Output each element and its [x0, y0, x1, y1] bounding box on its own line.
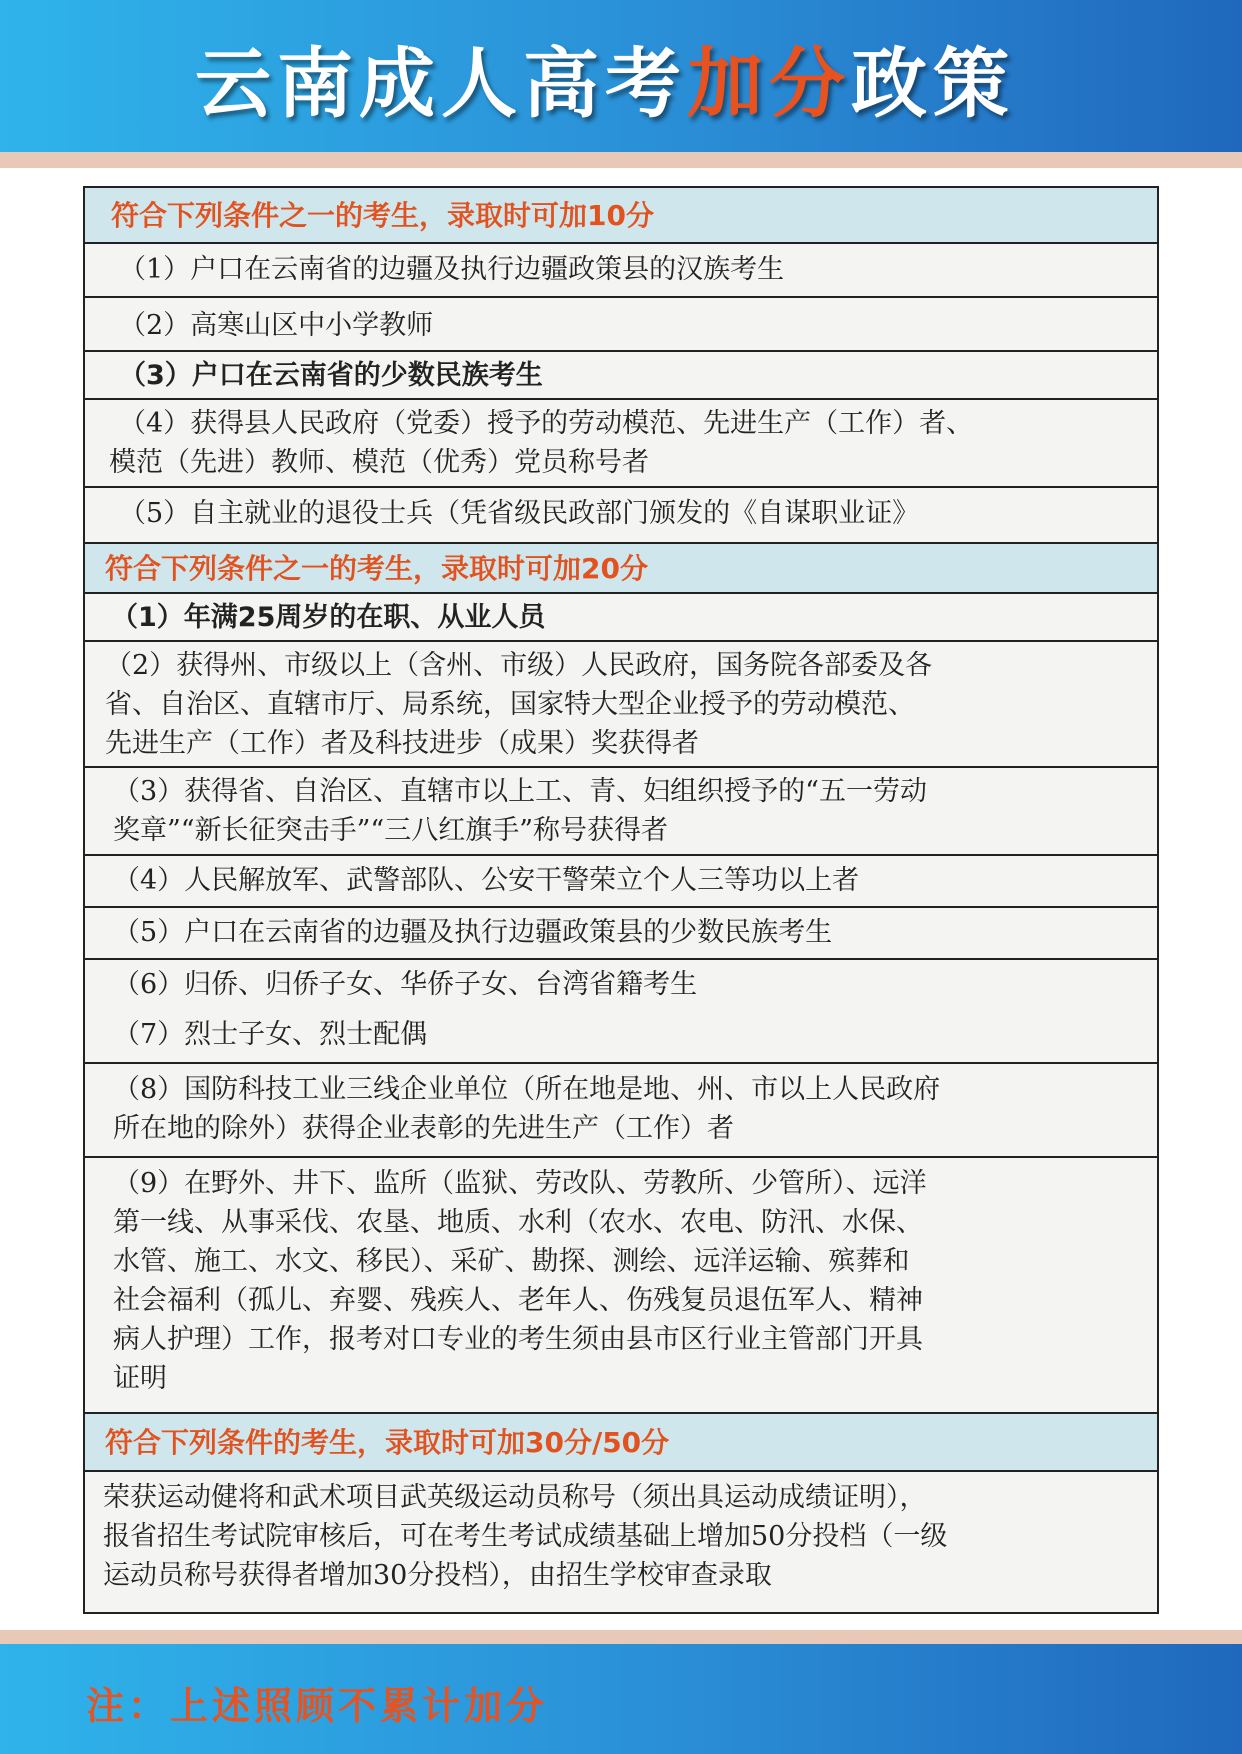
table-row	[85, 352, 1157, 400]
row-text: （2）获得州、市级以上（含州、市级）人民政府，国务院各部委及各 省、自治区、直辖市厅、局系统，国家特大型企业授予的劳动模范、 先进生产（工作）者及科技进步（成果）奖获得者	[105, 650, 933, 759]
page-title	[0, 34, 1210, 134]
row-text: （5）自主就业的退役士兵（凭省级民政部门颁发的《自谋职业证》	[119, 498, 920, 529]
row-text: （5）户口在云南省的边疆及执行边疆政策县的少数民族考生	[113, 917, 833, 948]
table-row	[85, 298, 1157, 352]
section-20-heading	[85, 544, 1157, 594]
row-text: （1）户口在云南省的边疆及执行边疆政策县的汉族考生	[119, 254, 785, 285]
table-row	[85, 856, 1157, 908]
title-part2: 政策	[851, 39, 1015, 128]
table-row	[85, 1158, 1157, 1414]
policy-table	[83, 186, 1159, 1614]
header-stripe	[0, 152, 1242, 168]
table-row	[85, 960, 1157, 1012]
table-row	[85, 244, 1157, 298]
section-30-heading	[85, 1414, 1157, 1472]
title-part1: 云南成人高考	[195, 39, 687, 128]
footer-stripe	[0, 1630, 1242, 1644]
table-row	[85, 400, 1157, 488]
row-text: （4）人民解放军、武警部队、公安干警荣立个人三等功以上者	[113, 865, 860, 896]
title-highlight: 加分	[687, 39, 851, 128]
row-text: （3）获得省、自治区、直辖市以上工、青、妇组织授予的“五一劳动 奖章”“新长征突击手”“三八红旗手”称号获得者	[113, 776, 927, 846]
table-row	[85, 908, 1157, 960]
table-row	[85, 1012, 1157, 1064]
table-row	[85, 1472, 1157, 1612]
row-text: （2）高寒山区中小学教师	[119, 310, 434, 341]
section-10-heading	[85, 188, 1157, 244]
table-row	[85, 488, 1157, 544]
row-text: （6）归侨、归侨子女、华侨子女、台湾省籍考生	[113, 969, 698, 1000]
row-text: （7）烈士子女、烈士配偶	[113, 1019, 428, 1050]
footer-note: 注：上述照顾不累计加分	[86, 1684, 549, 1728]
row-text: 荣获运动健将和武术项目武英级运动员称号（须出具运动成绩证明）， 报省招生考试院审核后，可在考生考试成绩基础上增加50分投档（一级 运动员称号获得者增加30分投档），由招生学校审查录取	[103, 1482, 948, 1591]
row-text: （1）年满25周岁的在职、从业人员	[111, 602, 546, 633]
section-heading-text: 符合下列条件之一的考生，录取时可加20分	[105, 552, 648, 585]
row-text: （8）国防科技工业三线企业单位（所在地是地、州、市以上人民政府 所在地的除外）获得企业表彰的先进生产（工作）者	[113, 1074, 941, 1144]
row-text: （4）获得县人民政府（党委）授予的劳动模范、先进生产（工作）者、 模范（先进）教师、模范（优秀）党员称号者	[109, 408, 974, 478]
table-row	[85, 642, 1157, 768]
table-row	[85, 594, 1157, 642]
row-text: （3）户口在云南省的少数民族考生	[119, 360, 543, 391]
table-row	[85, 1064, 1157, 1158]
section-heading-text: 符合下列条件的考生，录取时可加30分/50分	[105, 1426, 670, 1459]
section-heading-text: 符合下列条件之一的考生，录取时可加10分	[111, 199, 654, 232]
row-text: （9）在野外、井下、监所（监狱、劳改队、劳教所、少管所）、远洋 第一线、从事采伐、农垦、地质、水利（农水、农电、防汛、水保、 水管、施工、水文、移民）、采矿、勘探、测绘、远洋运输、殡葬和 社会福利（孤儿、弃婴、残疾人、老年人、伤残复员退伍军人、精神 病人护理）工作，报考对口专业的考生须由县市区行业主管部门开具 证明	[113, 1168, 927, 1394]
table-row	[85, 768, 1157, 856]
